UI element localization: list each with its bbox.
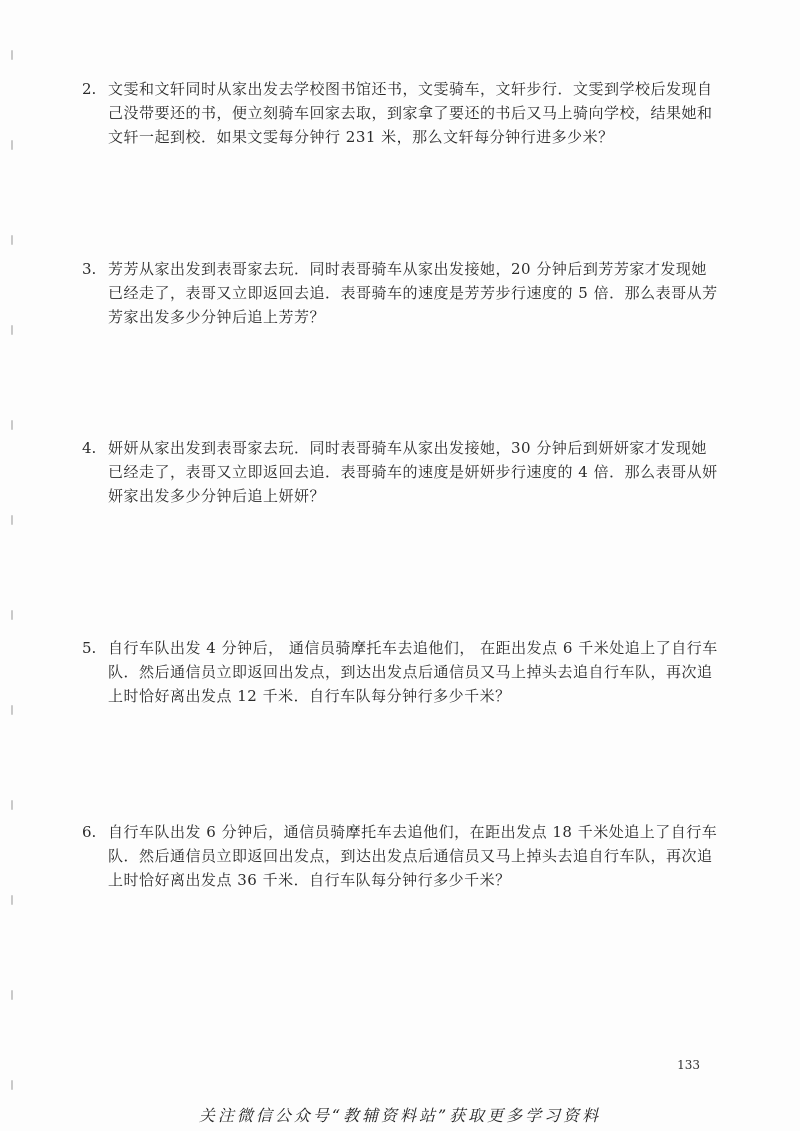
problem-text-line: 已经走了，表哥又立即返回去追．表哥骑车的速度是妍妍步行速度的 4 倍．那么表哥从妍 (108, 463, 718, 481)
binding-mark (11, 610, 13, 620)
page-number: 133 (677, 1058, 700, 1072)
binding-mark (11, 325, 13, 335)
problem-number: 6. (82, 823, 97, 841)
problem-text-line: 妍家出发多少分钟后追上妍妍？ (108, 487, 326, 505)
problem-6 (82, 820, 722, 892)
binding-mark (11, 420, 13, 430)
problem-text-line: 己没带要还的书，便立刻骑车回家去取，到家拿了要还的书后又马上骑向学校，结果她和 (108, 104, 713, 122)
problem-text-line: 自行车队出发 4 分钟后， 通信员骑摩托车去追他们， 在距出发点 6 千米处追上了自行车 (108, 639, 718, 657)
problem-text-line: 队．然后通信员立即返回出发点，到达出发点后通信员又马上掉头去追自行车队，再次追 (108, 847, 713, 865)
problem-number: 2. (82, 80, 97, 98)
problem-text-line: 文雯和文轩同时从家出发去学校图书馆还书，文雯骑车，文轩步行．文雯到学校后发现自 (108, 80, 713, 98)
binding-mark (11, 50, 13, 60)
binding-marks (8, 20, 18, 1110)
problem-number: 5. (82, 639, 97, 657)
binding-mark (11, 235, 13, 245)
binding-mark (11, 800, 13, 810)
binding-mark (11, 705, 13, 715)
binding-mark (11, 990, 13, 1000)
problem-5 (82, 636, 722, 708)
problem-text-line: 队．然后通信员立即返回出发点，到达出发点后通信员又马上掉头去追自行车队，再次追 (108, 663, 713, 681)
binding-mark (11, 515, 13, 525)
problem-text-line: 芳芳从家出发到表哥家去玩．同时表哥骑车从家出发接她，20 分钟后到芳芳家才发现她 (108, 260, 707, 278)
problem-text-line: 文轩一起到校．如果文雯每分钟行 231 米，那么文轩每分钟行进多少米？ (108, 128, 614, 146)
problem-3 (82, 257, 722, 329)
footer-note: 关注微信公众号“教辅资料站”获取更多学习资料 (198, 1106, 602, 1125)
binding-mark (11, 1080, 13, 1090)
problem-text-line: 已经走了，表哥又立即返回去追．表哥骑车的速度是芳芳步行速度的 5 倍．那么表哥从芳 (108, 284, 718, 302)
problem-text-line: 自行车队出发 6 分钟后，通信员骑摩托车去追他们，在距出发点 18 千米处追上了自行车 (108, 823, 718, 841)
problem-text-line: 芳家出发多少分钟后追上芳芳？ (108, 308, 326, 326)
problem-4 (82, 436, 722, 508)
problem-number: 4. (82, 439, 97, 457)
problem-2 (82, 77, 722, 149)
problem-text-line: 妍妍从家出发到表哥家去玩．同时表哥骑车从家出发接她，30 分钟后到妍妍家才发现她 (108, 439, 707, 457)
problem-number: 3. (82, 260, 97, 278)
problem-text-line: 上时恰好离出发点 12 千米．自行车队每分钟行多少千米？ (108, 687, 511, 705)
binding-mark (11, 140, 13, 150)
problem-text-line: 上时恰好离出发点 36 千米．自行车队每分钟行多少千米？ (108, 871, 511, 889)
binding-mark (11, 895, 13, 905)
